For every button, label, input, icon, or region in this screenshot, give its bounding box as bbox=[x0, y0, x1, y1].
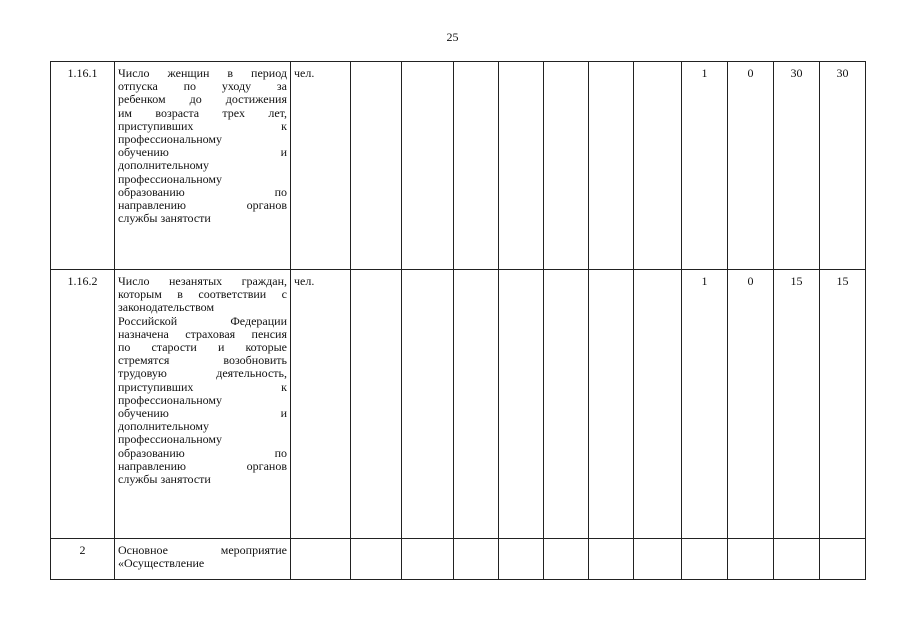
description-line: профессиональному bbox=[118, 171, 222, 186]
row-description bbox=[115, 270, 291, 539]
value-cell: 30 bbox=[820, 62, 866, 270]
row-description bbox=[115, 539, 291, 580]
description-line: отпуска по уходу за bbox=[118, 79, 287, 94]
description-line: стремятся возобновить bbox=[118, 353, 287, 368]
description-line: дополнительному bbox=[118, 158, 210, 173]
value-cell: 0 bbox=[728, 62, 774, 270]
description-line: службы занятости bbox=[118, 211, 211, 226]
description-line: приступивших к bbox=[118, 379, 287, 394]
value-cell bbox=[544, 62, 589, 270]
description-line: Основное мероприятие bbox=[118, 543, 287, 557]
description-line: Российской Федерации bbox=[118, 313, 287, 328]
value-cell bbox=[682, 539, 728, 580]
value-cell bbox=[589, 270, 634, 539]
value-cell bbox=[454, 62, 499, 270]
description-line: которым в соответствии с bbox=[118, 287, 287, 302]
description-line: приступивших к bbox=[118, 118, 287, 133]
description-line: образованию по bbox=[118, 445, 287, 460]
value-cell bbox=[351, 62, 402, 270]
value-cell bbox=[634, 270, 682, 539]
value-cell bbox=[589, 62, 634, 270]
description-line: образованию по bbox=[118, 184, 287, 199]
indicators-table bbox=[50, 61, 866, 580]
table-row bbox=[51, 62, 866, 270]
value-cell: 30 bbox=[774, 62, 820, 270]
value-cell bbox=[402, 270, 454, 539]
description-line: профессиональному bbox=[118, 392, 222, 407]
value-cell bbox=[402, 539, 454, 580]
description-line: профессиональному bbox=[118, 432, 222, 447]
value-cell: 15 bbox=[820, 270, 866, 539]
value-cell: 1 bbox=[682, 62, 728, 270]
description-line: обучению и bbox=[118, 406, 287, 421]
value-cell: 1 bbox=[682, 270, 728, 539]
value-cell bbox=[774, 539, 820, 580]
value-cell bbox=[634, 62, 682, 270]
row-number: 1.16.1 bbox=[51, 62, 115, 270]
table-row bbox=[51, 539, 866, 580]
description-line: ребенком до достижения bbox=[118, 92, 287, 107]
value-cell bbox=[351, 270, 402, 539]
value-cell bbox=[499, 539, 544, 580]
value-cell: 0 bbox=[728, 270, 774, 539]
value-cell bbox=[589, 539, 634, 580]
value-cell: 15 bbox=[774, 270, 820, 539]
row-number: 1.16.2 bbox=[51, 270, 115, 539]
row-unit bbox=[291, 539, 351, 580]
description-line: по старости и которые bbox=[118, 340, 287, 355]
value-cell bbox=[820, 539, 866, 580]
value-cell bbox=[728, 539, 774, 580]
description-line: трудовую деятельность, bbox=[118, 366, 287, 381]
description-line: дополнительному bbox=[118, 419, 210, 434]
row-unit: чел. bbox=[291, 270, 351, 539]
description-line: Число женщин в период bbox=[118, 66, 287, 80]
value-cell bbox=[499, 270, 544, 539]
description-line: направлению органов bbox=[118, 198, 287, 213]
description-line: им возраста трех лет, bbox=[118, 105, 287, 120]
description-line: направлению органов bbox=[118, 458, 287, 473]
value-cell bbox=[402, 62, 454, 270]
row-number: 2 bbox=[51, 539, 115, 580]
description-line: профессиональному bbox=[118, 132, 222, 147]
value-cell bbox=[454, 539, 499, 580]
description-line: «Осуществление bbox=[118, 556, 205, 571]
page-number: 25 bbox=[446, 30, 459, 44]
value-cell bbox=[499, 62, 544, 270]
row-unit: чел. bbox=[291, 62, 351, 270]
description-line: службы занятости bbox=[118, 472, 211, 487]
value-cell bbox=[634, 539, 682, 580]
row-description bbox=[115, 62, 291, 270]
value-cell bbox=[351, 539, 402, 580]
value-cell bbox=[544, 539, 589, 580]
description-line: назначена страховая пенсия bbox=[118, 326, 287, 341]
description-line: законодательством bbox=[118, 300, 215, 315]
description-line: обучению и bbox=[118, 145, 287, 160]
description-line: Число незанятых граждан, bbox=[118, 274, 287, 288]
table-row bbox=[51, 270, 866, 539]
value-cell bbox=[544, 270, 589, 539]
value-cell bbox=[454, 270, 499, 539]
